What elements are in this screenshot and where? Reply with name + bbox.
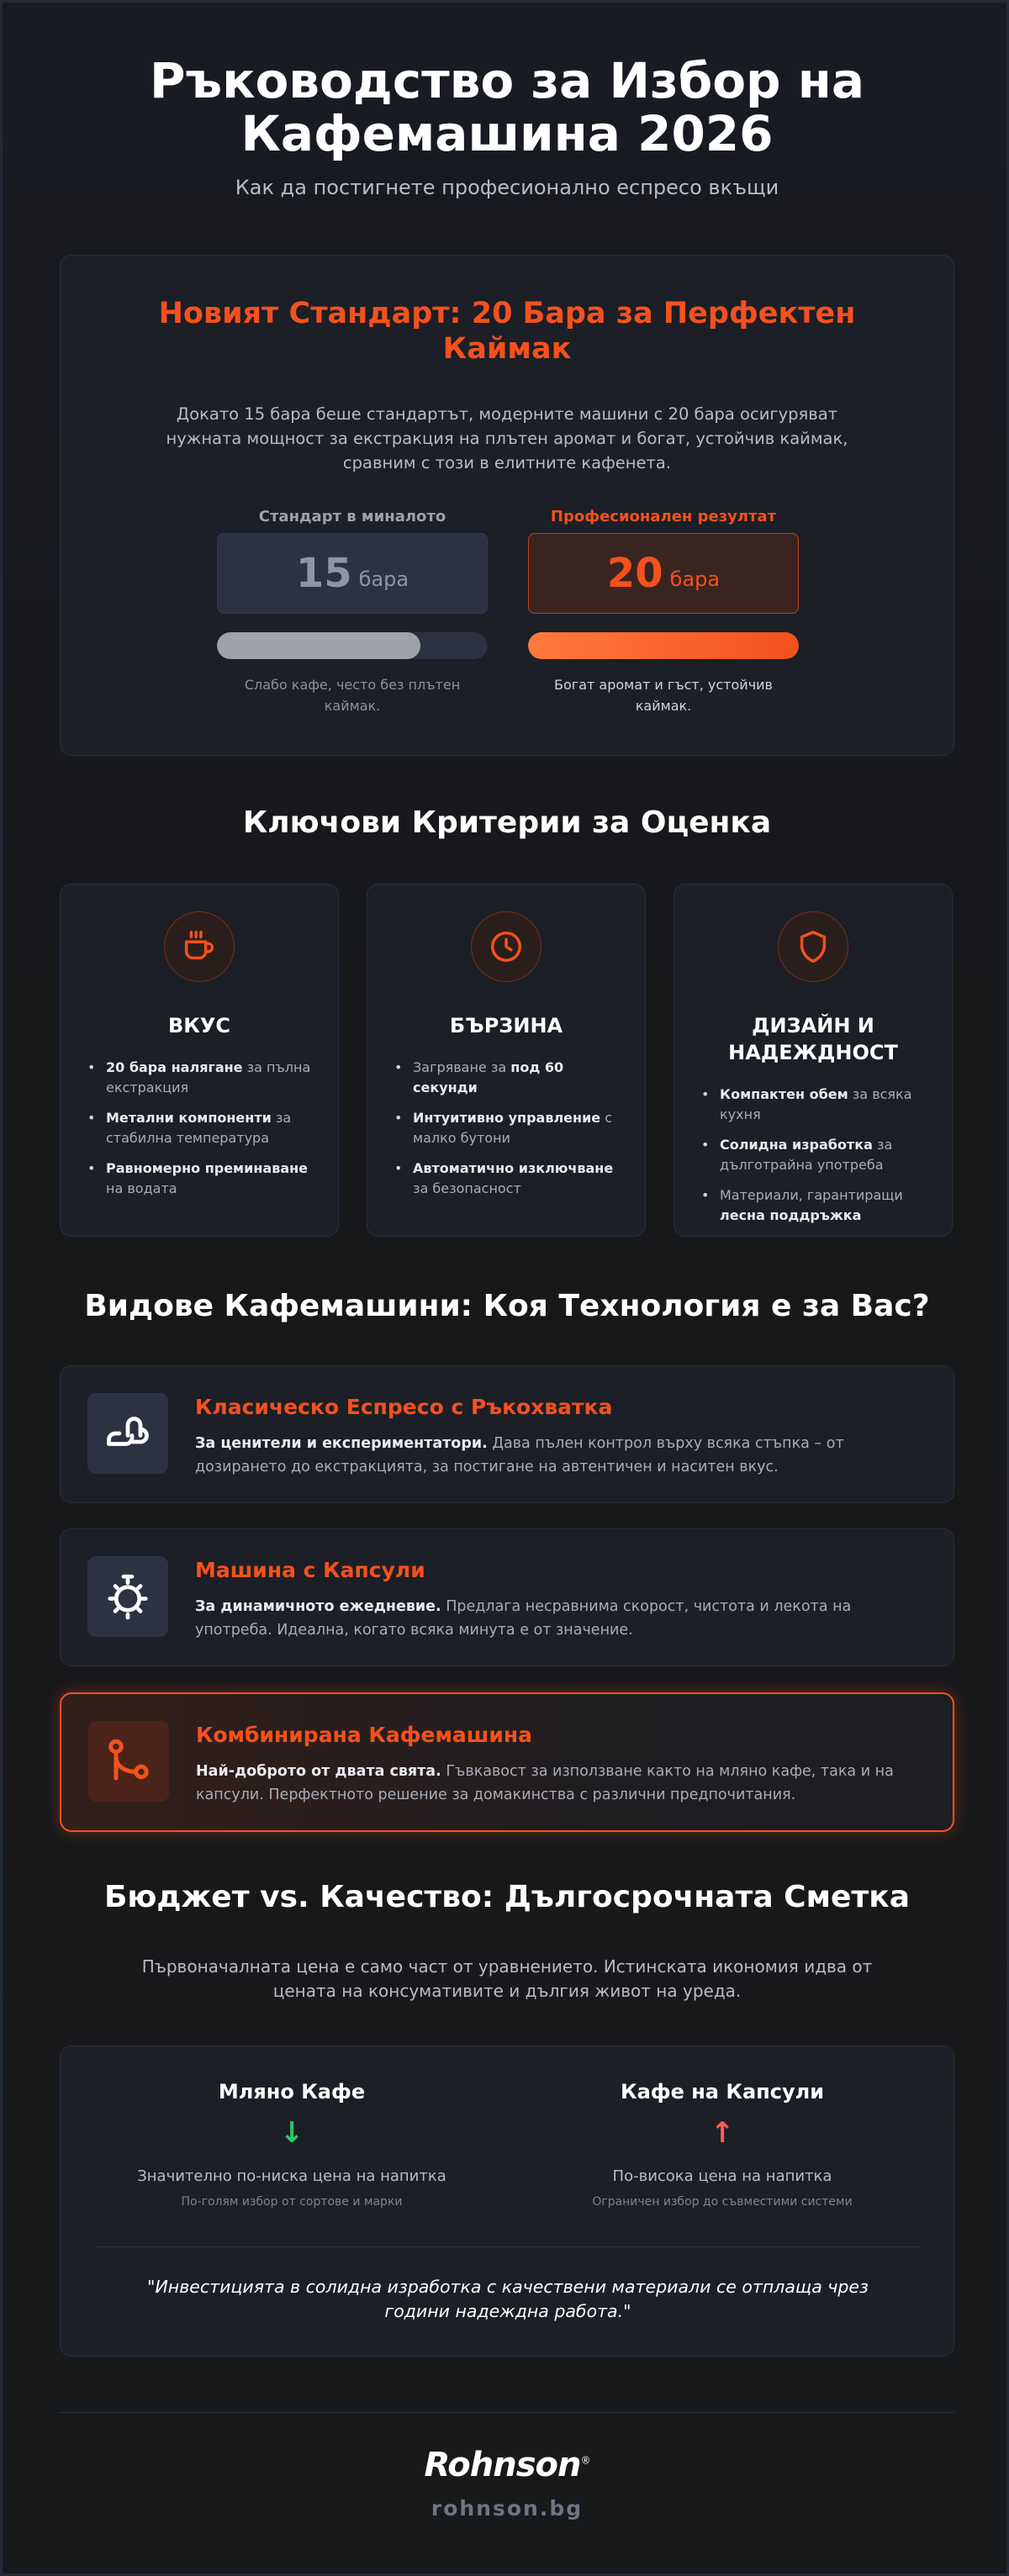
branch-merge-icon bbox=[88, 1721, 169, 1802]
arrow-up-icon: ↑ bbox=[710, 2116, 735, 2150]
type-title-portafilter: Класическо Еспресо с Ръкохватка bbox=[195, 1395, 613, 1419]
pro-result-value: 20 bbox=[606, 550, 663, 597]
list-item: • Автоматично изключване за безопасност bbox=[393, 1159, 621, 1199]
type-title-capsule: Машина с Капсули bbox=[195, 1558, 425, 1582]
past-standard-label: Стандарт в миналото bbox=[258, 508, 446, 525]
type-card-combined bbox=[60, 1692, 954, 1832]
budget-capsule-column bbox=[525, 2080, 920, 2209]
pro-result-unit: бара bbox=[669, 567, 721, 591]
brand-registered-mark: ® bbox=[580, 2454, 590, 2467]
past-standard-value: 15 bbox=[295, 550, 352, 597]
budget-intro-text: Първоначалната цена е само част от уравнението. Истинската икономия идва от цената на консумативите и дългия живот на уреда. bbox=[141, 1956, 873, 2001]
footer-divider bbox=[60, 2412, 954, 2413]
pro-result-bar-fill bbox=[528, 632, 799, 659]
page-subtitle: Как да постигнете професионално еспресо вкъщи bbox=[235, 176, 779, 199]
budget-ground-column bbox=[94, 2080, 489, 2209]
site-link[interactable]: rohnson.bg bbox=[431, 2496, 584, 2521]
budget-divider bbox=[96, 2246, 920, 2247]
list-item: • Материали, гарантиращи лесна поддръжка bbox=[700, 1185, 928, 1226]
budget-capsule-sub: Ограничен избор до съвместими системи bbox=[592, 2195, 853, 2209]
past-standard-value-box bbox=[217, 533, 488, 614]
clock-icon bbox=[471, 911, 541, 982]
pro-result-note: Богат аромат и гъст, устойчив каймак. bbox=[554, 677, 773, 714]
budget-quote: "Инвестицията в солидна изработка с качествени материали се отплаща чрез години надеждна работа." bbox=[147, 2277, 869, 2321]
type-description-portafilter: За ценители и експериментатори. Дава пълен контрол върху всяка стъпка – от дозирането до екстракцията, за постигане на автентичен и наситен вкус. bbox=[195, 1435, 844, 1475]
budget-ground-main: Значително по-ниска цена на напитка bbox=[137, 2167, 446, 2185]
criteria-card-design bbox=[674, 884, 953, 1237]
page-title-line-2: Кафемашина 2026 bbox=[240, 105, 774, 162]
page-title bbox=[3, 52, 1009, 162]
budget-ground-sub: По-голям избор от сортове и марки bbox=[181, 2195, 403, 2209]
budget-heading: Бюджет vs. Качество: Дългосрочната Сметка bbox=[103, 1880, 911, 1914]
criteria-card-taste bbox=[60, 884, 339, 1237]
brand-name: Rohnson bbox=[424, 2446, 581, 2484]
criteria-list-design bbox=[700, 1085, 928, 1226]
coffee-cup-icon bbox=[164, 911, 235, 982]
past-standard-bar bbox=[217, 632, 488, 659]
criteria-title-taste: ВКУС bbox=[167, 1014, 231, 1037]
brand-logo bbox=[3, 2446, 1009, 2484]
budget-card bbox=[60, 2045, 954, 2357]
list-item: • Солидна изработка за дълготрайна употреба bbox=[700, 1135, 928, 1175]
criteria-title-speed: БЪРЗИНА bbox=[449, 1014, 563, 1037]
list-item: • Загряване за под 60 секунди bbox=[393, 1058, 621, 1098]
criteria-list-taste bbox=[86, 1058, 314, 1199]
list-item: • 20 бара налягане за пълна екстракция bbox=[86, 1058, 314, 1098]
budget-capsule-main: По-висока цена на напитка bbox=[612, 2167, 832, 2185]
portafilter-icon bbox=[87, 1393, 168, 1474]
budget-capsule-title: Кафе на Капсули bbox=[620, 2080, 825, 2104]
capsule-gear-icon bbox=[87, 1556, 168, 1637]
pressure-title: Новият Стандарт: 20 Бара за Перфектен Каймак bbox=[158, 297, 856, 366]
past-standard-note: Слабо кафе, често без плътен каймак. bbox=[244, 677, 461, 714]
pro-result-label: Професионален резултат bbox=[550, 508, 777, 525]
shield-icon bbox=[778, 911, 848, 982]
criteria-list-speed bbox=[393, 1058, 621, 1199]
type-card-portafilter bbox=[60, 1365, 954, 1503]
criteria-heading: Ключови Критерии за Оценка bbox=[242, 805, 772, 840]
list-item: • Равномерно преминаване на водата bbox=[86, 1159, 314, 1199]
pro-result-value-box bbox=[528, 533, 799, 614]
type-card-capsule bbox=[60, 1528, 954, 1666]
budget-ground-title: Мляно Кафе bbox=[218, 2080, 366, 2104]
pro-result-bar bbox=[528, 632, 799, 659]
type-title-combined: Комбинирана Кафемашина bbox=[196, 1723, 532, 1747]
past-standard-bar-fill bbox=[217, 632, 420, 659]
criteria-card-speed bbox=[367, 884, 646, 1237]
types-heading: Видове Кафемашини: Коя Технология е за Вас? bbox=[84, 1289, 930, 1323]
type-description-combined: Най-доброто от двата свята. Гъвкавост за използване както на мляно кафе, така и на капсули. Перфектното решение за домакинства с различни предпочитания. bbox=[196, 1763, 894, 1803]
arrow-down-icon: ↓ bbox=[279, 2116, 304, 2150]
past-standard-unit: бара bbox=[358, 567, 409, 591]
pro-result-column bbox=[528, 508, 799, 716]
list-item: • Интуитивно управление с малко бутони bbox=[393, 1108, 621, 1148]
budget-intro bbox=[3, 1955, 1009, 2003]
pressure-card bbox=[60, 255, 954, 756]
type-description-capsule: За динамичното ежедневие. Предлага несравнима скорост, чистота и лекота на употреба. Идеална, когато всяка минута е от значение. bbox=[195, 1598, 852, 1639]
list-item: • Компактен обем за всяка кухня bbox=[700, 1085, 928, 1125]
page-header bbox=[3, 52, 1009, 199]
list-item: • Метални компоненти за стабилна температура bbox=[86, 1108, 314, 1148]
pressure-description: Докато 15 бара беше стандартът, модерните машини с 20 бара осигуряват нужната мощност за екстракция на плътен аромат и богат, устойчив каймак, сравним с този в елитните кафенета. bbox=[166, 404, 848, 472]
criteria-title-design: ДИЗАЙН И НАДЕЖДНОСТ bbox=[728, 1014, 898, 1064]
page-title-line-1: Ръководство за Избор на bbox=[150, 52, 864, 109]
past-standard-column bbox=[217, 508, 488, 716]
